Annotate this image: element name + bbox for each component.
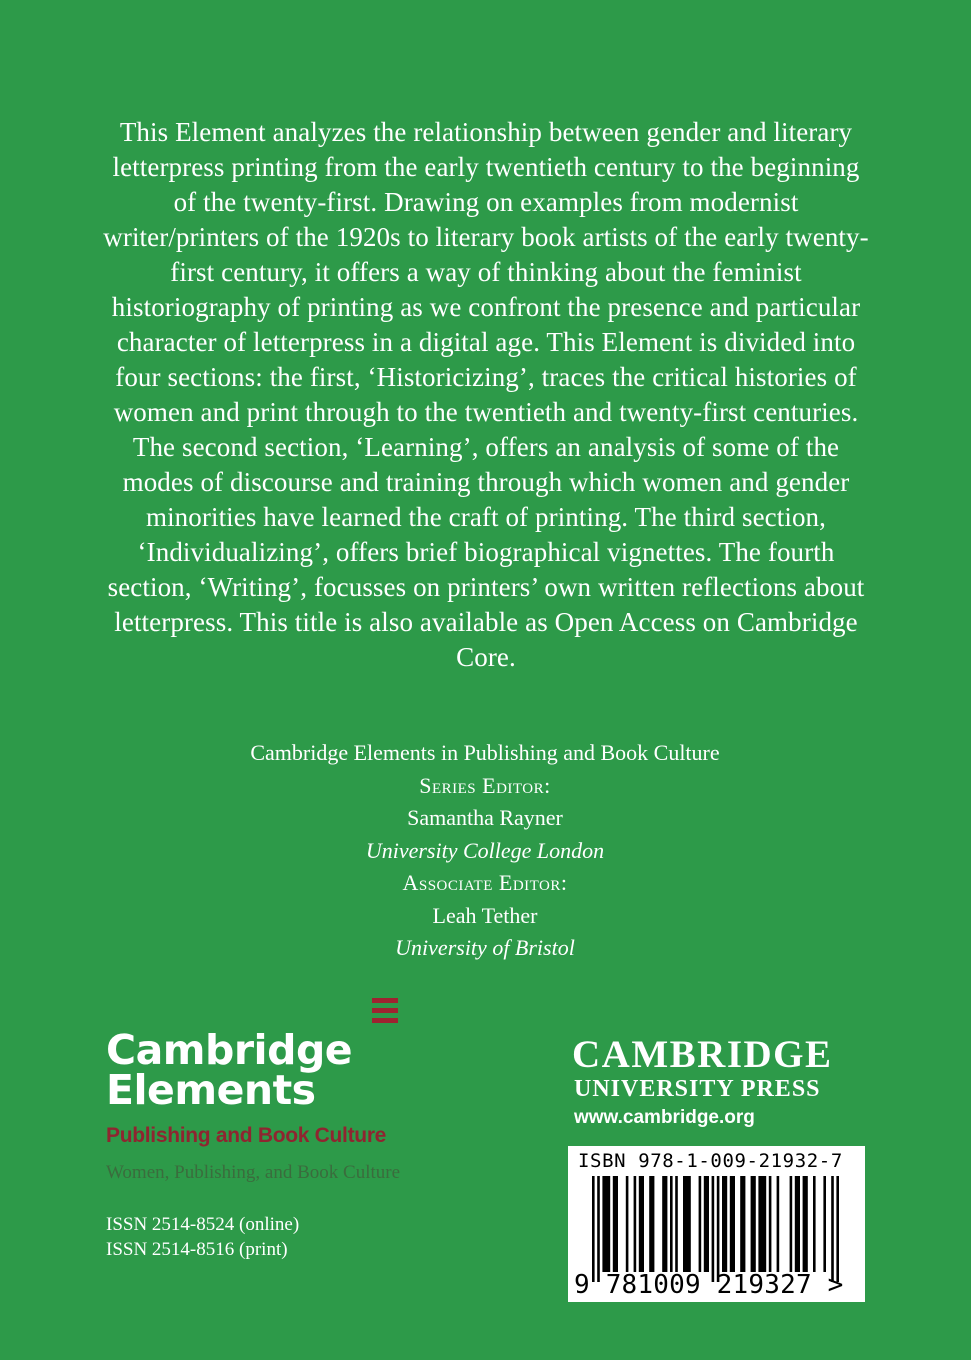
logo-series-line: Publishing and Book Culture <box>106 1124 387 1147</box>
barcode-bar <box>649 1176 654 1272</box>
barcode-bar <box>634 1176 637 1272</box>
barcode-bar <box>602 1176 610 1272</box>
barcode-bar <box>795 1176 800 1272</box>
barcode-bar <box>777 1176 780 1272</box>
ean-digits: 9 781009 219327 > <box>574 1270 844 1300</box>
barcode-bar <box>670 1176 673 1272</box>
associate-editor-name: Leah Tether <box>432 902 538 928</box>
barcode-bar <box>675 1176 678 1272</box>
series-editor-label: Series Editor: <box>419 772 551 798</box>
logo-bars-icon <box>372 998 398 1028</box>
cambridge-elements-logo <box>106 1026 566 1184</box>
associate-editor-affiliation: University of Bristol <box>395 935 575 960</box>
barcode-guard-bar <box>712 1176 715 1282</box>
series-credits <box>185 737 785 965</box>
barcode-bar <box>626 1176 629 1272</box>
isbn-label: ISBN 978-1-009-21932-7 <box>578 1150 843 1172</box>
barcode-bar <box>704 1176 709 1272</box>
barcode-bar <box>813 1176 816 1272</box>
barcode-guard-bar <box>831 1176 834 1282</box>
series-editor-name: Samantha Rayner <box>407 805 563 830</box>
barcode-bar <box>758 1176 766 1272</box>
issn-print: ISSN 2514-8516 (print) <box>106 1239 288 1260</box>
publisher-name: CAMBRIDGE <box>572 1033 833 1076</box>
barcode-bar <box>751 1176 756 1272</box>
barcode-guard-bar <box>836 1176 839 1282</box>
associate-editor-label: Associate Editor: <box>402 870 568 895</box>
barcode-bar <box>730 1176 735 1272</box>
publisher-press: UNIVERSITY PRESS <box>574 1076 821 1102</box>
publisher-url: www.cambridge.org <box>574 1107 755 1128</box>
logo-title-line: Women, Publishing, and Book Culture <box>106 1162 401 1183</box>
issn-block <box>106 1212 299 1262</box>
barcode-guard-bar <box>717 1176 720 1282</box>
issn-online: ISSN 2514-8524 (online) <box>106 1214 300 1235</box>
series-editor-affiliation: University College London <box>365 837 605 863</box>
barcode-guard-bar <box>592 1176 595 1282</box>
barcode-bar <box>769 1176 772 1272</box>
barcode-bar <box>722 1176 727 1272</box>
barcode-bar <box>790 1176 793 1272</box>
barcode-bar <box>662 1176 667 1272</box>
logo-word-cambridge: Cambridge <box>106 1026 353 1074</box>
barcode-bar <box>823 1176 826 1272</box>
barcode-bar <box>803 1176 808 1272</box>
series-name: Cambridge Elements in Publishing and Book Culture <box>250 740 720 765</box>
blurb-text: This Element analyzes the relationship between gender and literary letterpress printing from the early twentieth century to the beginning of the twenty-first. Drawing on examples from modernist writer/printers of the 1920s to literary book artists of the early twenty-first century, it offers a way of thinking about the feminist historiography of printing as we confront the presence and particular character of letterpress in a digital age. This Element is divided into four sections: the first, ‘Historicizing’, traces the critical histories of women and print through to the twentieth and twenty-first centuries. The second section, ‘Learning’, offers an analysis of some of the modes of discourse and training through which women and gender minorities have learned the craft of printing. The third section, ‘Individualizing’, offers brief biographical vignettes. The fourth section, ‘Writing’, focusses on printers’ own written reflections about letterpress. This title is also available as Open Access on Cambridge Core. <box>103 117 869 672</box>
barcode-bar <box>740 1176 745 1272</box>
barcode-bar <box>613 1176 618 1272</box>
logo-word-elements: Elements <box>106 1066 316 1114</box>
barcode-bar <box>639 1176 644 1272</box>
cambridge-university-press-logo <box>572 1035 872 1133</box>
barcode-bar <box>699 1176 702 1272</box>
isbn-barcode <box>568 1146 865 1302</box>
barcode-guard-bar <box>597 1176 600 1282</box>
barcode-bar <box>683 1176 691 1272</box>
